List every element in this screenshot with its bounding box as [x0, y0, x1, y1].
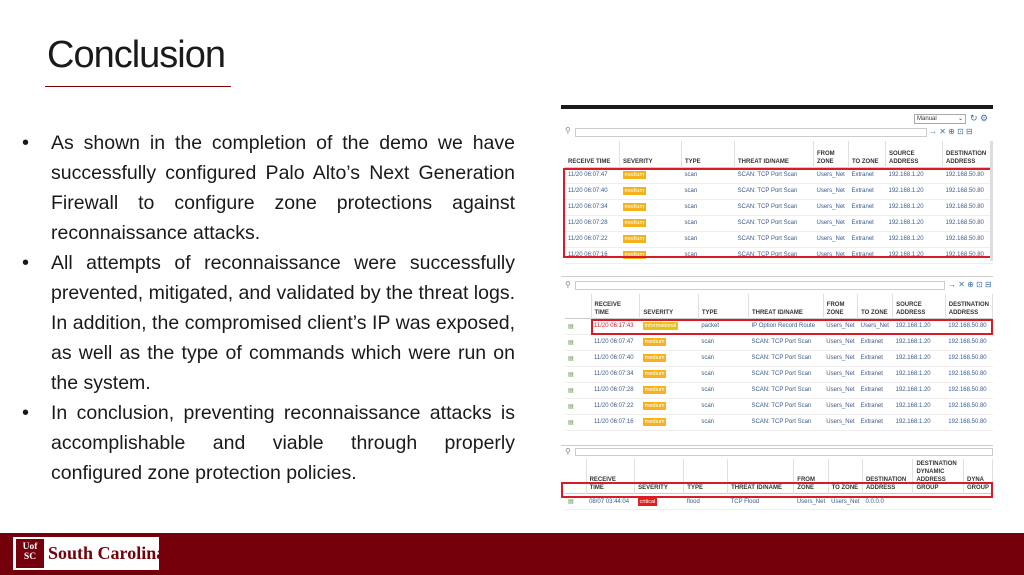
dropdown-value: Manual [917, 116, 937, 122]
col-destination-address[interactable]: DESTINATION ADDRESS [945, 294, 992, 318]
table-cell: 192.168.1.20 [893, 382, 946, 398]
title-underline [45, 86, 231, 87]
col-type[interactable]: TYPE [698, 294, 748, 318]
slide-title: Conclusion [47, 34, 225, 76]
bullet-item [22, 248, 515, 398]
filter-input[interactable] [575, 128, 927, 137]
table-cell: IP Option Record Route [748, 318, 823, 334]
table-cell: 11/20 06:07:28 [565, 215, 620, 231]
search-icon: ⚲ [565, 126, 571, 135]
table-cell: SCAN: TCP Port Scan [735, 247, 814, 263]
col-to-zone[interactable]: TO ZONE [849, 141, 886, 167]
table-cell: 11/20 06:07:16 [565, 247, 620, 263]
severity-badge: medium [644, 419, 665, 425]
table-row[interactable] [565, 382, 993, 398]
table-cell: Extranet [858, 350, 893, 366]
filter-tools-icons[interactable]: → ✕ ⊕ ⊡ ⊟ [929, 127, 973, 136]
table-row[interactable] [565, 334, 993, 350]
table-cell: 11/20 06:07:28 [591, 382, 640, 398]
table-cell: Users_Net [823, 398, 857, 414]
table-cell: 192.168.50.80 [945, 382, 992, 398]
col-from-zone[interactable]: FROM ZONE [814, 141, 849, 167]
table-cell: 0.0.0.0 [862, 494, 913, 510]
table-cell: Extranet [849, 247, 886, 263]
table-cell: SCAN: TCP Port Scan [735, 231, 814, 247]
log-detail-icon[interactable]: ▤ [565, 334, 591, 350]
col-from-zone[interactable]: FROM ZONE [823, 294, 857, 318]
filter-tools-icons[interactable]: → ✕ ⊕ ⊡ ⊟ [948, 280, 992, 289]
table-cell: 192.168.1.20 [893, 350, 946, 366]
col-source-address[interactable]: SOURCE ADDRESS [886, 141, 943, 167]
refresh-icon[interactable]: ↻ [970, 113, 978, 123]
table-cell: 192.168.1.20 [886, 247, 943, 263]
table-cell: 11/20 06:07:34 [591, 366, 640, 382]
table-cell: scan [698, 350, 748, 366]
table-cell: 192.168.50.80 [943, 183, 993, 199]
table-header-row [565, 294, 993, 318]
severity-badge: medium [644, 355, 665, 361]
table-cell: 192.168.50.80 [943, 247, 993, 263]
col-type[interactable]: TYPE [684, 459, 728, 494]
col-severity[interactable]: SEVERITY [620, 141, 682, 167]
gear-icon[interactable]: ⚙ [980, 113, 989, 123]
table-cell: 192.168.1.20 [893, 318, 946, 334]
table-cell: scan [682, 247, 735, 263]
table-cell: 11/20 06:07:40 [565, 183, 620, 199]
log-detail-icon[interactable]: ▤ [565, 414, 591, 430]
table-cell: 192.168.1.20 [886, 199, 943, 215]
severity-badge: medium [644, 403, 665, 409]
log-detail-icon[interactable]: ▤ [565, 366, 591, 382]
filter-input[interactable] [575, 281, 945, 290]
table-cell: 192.168.50.80 [943, 167, 993, 183]
col-row-icon [565, 294, 591, 318]
table-cell: Users_Net [823, 334, 857, 350]
log-detail-icon[interactable]: ▤ [565, 382, 591, 398]
severity-badge: medium [624, 252, 645, 258]
table-cell: 192.168.1.20 [893, 334, 946, 350]
table-cell: Users_Net [794, 494, 828, 510]
table-cell: 11/20 06:07:47 [565, 167, 620, 183]
bullet-text: All attempts of reconnaissance were successfully prevented, mitigated, and validated by the threat logs. In addition, the compromised client’s IP was exposed, as well as the type of commands which were run on the system. [51, 252, 515, 394]
search-icon: ⚲ [565, 447, 571, 456]
table-cell: Users_Net [814, 183, 849, 199]
table-cell [640, 366, 698, 382]
table-cell: scan [698, 414, 748, 430]
table-cell: 11/20 06:07:47 [591, 334, 640, 350]
table-cell: 192.168.1.20 [886, 231, 943, 247]
table-cell: Extranet [849, 183, 886, 199]
search-icon: ⚲ [565, 280, 571, 289]
table-cell: Extranet [858, 414, 893, 430]
table-cell: scan [682, 167, 735, 183]
table-cell: 192.168.50.80 [943, 215, 993, 231]
table-cell [640, 334, 698, 350]
table-cell: Users_Net [823, 366, 857, 382]
table-cell: 11/20 06:07:22 [591, 398, 640, 414]
table-cell: 11/20 06:07:22 [565, 231, 620, 247]
col-severity[interactable]: SEVERITY [635, 459, 684, 494]
table-cell: 192.168.1.20 [886, 167, 943, 183]
table-cell: Users_Net [823, 414, 857, 430]
severity-badge: medium [644, 371, 665, 377]
severity-badge: medium [644, 387, 665, 393]
table-cell: SCAN: TCP Port Scan [735, 199, 814, 215]
table-row[interactable] [565, 414, 993, 430]
table-cell: 11/20 06:17:43 [591, 318, 640, 334]
threat-log-table [565, 294, 993, 431]
table-cell: Users_Net [814, 231, 849, 247]
table-cell: SCAN: TCP Port Scan [735, 167, 814, 183]
col-from-zone[interactable]: FROM ZONE [794, 459, 828, 494]
table-cell: 192.168.1.20 [893, 366, 946, 382]
table-cell: Extranet [858, 398, 893, 414]
table-cell: 192.168.1.20 [886, 215, 943, 231]
table-cell: 192.168.1.20 [893, 398, 946, 414]
table-cell: SCAN: TCP Port Scan [748, 414, 823, 430]
table-cell: flood [684, 494, 728, 510]
col-dynamic-group[interactable]: DYNA GROUP [964, 459, 993, 494]
table-cell: Users_Net [823, 382, 857, 398]
refresh-dropdown[interactable] [914, 114, 966, 124]
table-cell: scan [682, 183, 735, 199]
table-cell: Users_Net [823, 350, 857, 366]
table-cell: 11/20 06:07:16 [591, 414, 640, 430]
highlight-box [561, 482, 993, 498]
table-cell [640, 382, 698, 398]
table-cell: scan [682, 231, 735, 247]
severity-badge: medium [624, 220, 645, 226]
bullet-dot: • [22, 252, 30, 274]
bullet-dot: • [22, 132, 30, 154]
table-cell: 08/07 03:44:04 [586, 494, 635, 510]
table-cell: Extranet [849, 215, 886, 231]
table-cell: Users_Net [858, 318, 893, 334]
table-cell: Extranet [858, 382, 893, 398]
col-receive-time[interactable]: RECEIVE TIME [565, 141, 620, 167]
table-cell: Users_Net [814, 215, 849, 231]
table-cell: Extranet [849, 167, 886, 183]
highlight-box [563, 168, 993, 258]
table-header-row [565, 141, 993, 167]
table-cell: Extranet [858, 334, 893, 350]
log-detail-icon[interactable]: ▤ [565, 318, 591, 334]
log-detail-icon[interactable]: ▤ [565, 350, 591, 366]
table-cell: SCAN: TCP Port Scan [735, 215, 814, 231]
table-row[interactable] [565, 350, 993, 366]
table-cell: 192.168.50.80 [945, 414, 992, 430]
severity-badge: medium [624, 172, 645, 178]
table-cell: scan [682, 199, 735, 215]
table-cell: Users_Net [828, 494, 862, 510]
table-cell: Users_Net [823, 318, 857, 334]
threat-log-screenshot-3 [561, 445, 993, 505]
table-cell: 11/20 06:07:34 [565, 199, 620, 215]
bullet-list [22, 128, 515, 488]
table-cell: scan [698, 334, 748, 350]
table-cell [640, 414, 698, 430]
col-threat-name[interactable]: THREAT ID/NAME [748, 294, 823, 318]
table-cell [640, 398, 698, 414]
col-severity[interactable]: SEVERITY [640, 294, 698, 318]
table-cell: Extranet [849, 231, 886, 247]
severity-badge: medium [624, 204, 645, 210]
table-cell: packet [698, 318, 748, 334]
table-cell: 192.168.50.80 [943, 231, 993, 247]
table-cell: SCAN: TCP Port Scan [748, 382, 823, 398]
log-detail-icon[interactable]: ▤ [565, 494, 586, 510]
col-threat-name[interactable]: THREAT ID/NAME [728, 459, 794, 494]
table-cell: SCAN: TCP Port Scan [748, 350, 823, 366]
col-to-zone[interactable]: TO ZONE [828, 459, 862, 494]
severity-badge: informational [644, 323, 677, 329]
table-cell [640, 350, 698, 366]
table-cell: TCP Flood [728, 494, 794, 510]
col-dynamic-address-group[interactable]: DESTINATION DYNAMIC ADDRESS GROUP [913, 459, 964, 494]
table-cell: SCAN: TCP Port Scan [748, 366, 823, 382]
table-cell: SCAN: TCP Port Scan [748, 334, 823, 350]
table-cell: Users_Net [814, 247, 849, 263]
table-cell: SCAN: TCP Port Scan [735, 183, 814, 199]
table-cell: 192.168.50.80 [945, 366, 992, 382]
table-cell: 192.168.50.80 [945, 318, 992, 334]
window-top-bar [561, 105, 993, 109]
table-row[interactable] [565, 366, 993, 382]
table-cell: 11/20 06:07:40 [591, 350, 640, 366]
col-threat-name[interactable]: THREAT ID/NAME [735, 141, 814, 167]
table-cell: scan [698, 398, 748, 414]
logo-mark: Uof SC [16, 539, 44, 568]
table-cell: scan [682, 215, 735, 231]
bullet-item [22, 398, 515, 488]
scrollbar[interactable] [990, 141, 993, 261]
col-destination-address[interactable]: DESTINATION ADDRESS [943, 141, 993, 167]
severity-badge: critical [639, 498, 656, 505]
severity-badge: medium [624, 188, 645, 194]
col-receive-time[interactable]: RECEIVE TIME [586, 459, 635, 494]
table-cell: Extranet [849, 199, 886, 215]
col-destination-address[interactable]: DESTINATION ADDRESS [862, 459, 913, 494]
bullet-item [22, 128, 515, 248]
col-receive-time[interactable]: RECEIVE TIME [591, 294, 640, 318]
col-to-zone[interactable]: TO ZONE [858, 294, 893, 318]
table-cell: Users_Net [814, 199, 849, 215]
bullet-text: In conclusion, preventing reconnaissance attacks is accomplishable and viable through properly configured zone protection policies. [51, 402, 515, 484]
table-cell: scan [698, 382, 748, 398]
table-cell: SCAN: TCP Port Scan [748, 398, 823, 414]
threat-log-screenshot-1 [561, 105, 993, 265]
table-cell: Users_Net [814, 167, 849, 183]
table-cell: 192.168.50.80 [945, 398, 992, 414]
highlight-box [591, 319, 993, 335]
severity-badge: medium [624, 236, 645, 242]
university-logo [13, 537, 166, 570]
log-detail-icon[interactable]: ▤ [565, 398, 591, 414]
logo-text: South Carolina [48, 543, 166, 563]
col-type[interactable]: TYPE [682, 141, 735, 167]
col-source-address[interactable]: SOURCE ADDRESS [893, 294, 946, 318]
table-cell: scan [698, 366, 748, 382]
bullet-dot: • [22, 402, 30, 424]
threat-log-screenshot-2 [561, 276, 993, 436]
table-cell: 192.168.50.80 [945, 334, 992, 350]
filter-input[interactable] [575, 448, 993, 456]
bullet-text: As shown in the completion of the demo we have successfully configured Palo Alto’s Next Generation Firewall to configure zone protections against reconnaissance attacks. [51, 132, 515, 244]
chevron-down-icon: ⌄ [957, 116, 963, 122]
table-row[interactable] [565, 398, 993, 414]
table-cell: 192.168.1.20 [893, 414, 946, 430]
table-cell: Extranet [858, 366, 893, 382]
table-cell: 192.168.50.80 [945, 350, 992, 366]
severity-badge: medium [644, 339, 665, 345]
table-cell: 192.168.1.20 [886, 183, 943, 199]
table-cell: 192.168.50.80 [943, 199, 993, 215]
